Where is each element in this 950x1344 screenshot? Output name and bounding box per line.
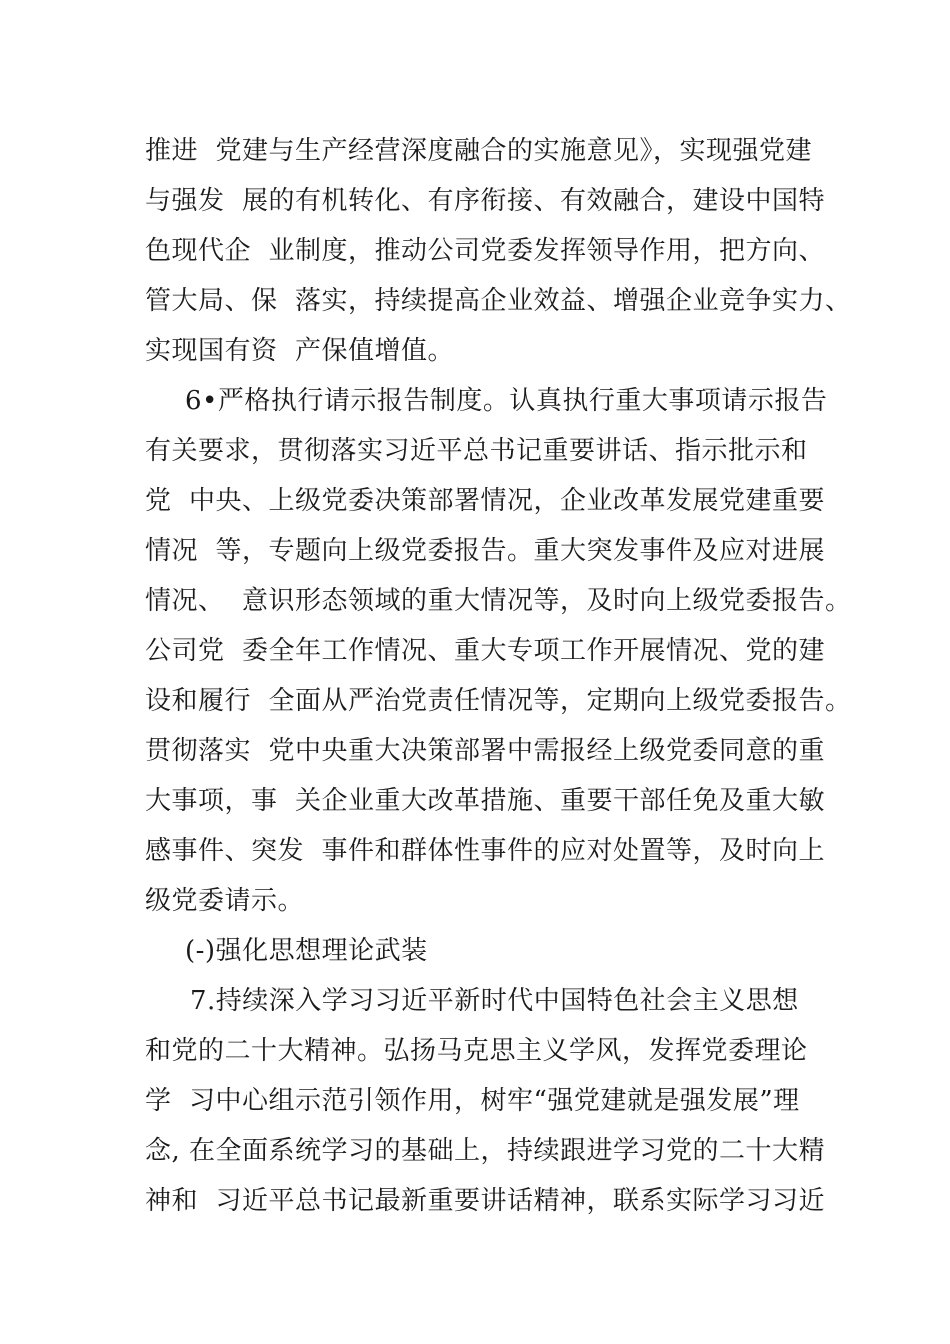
section-heading: (-)强化思想理论武装 — [185, 936, 428, 966]
item-6-heading-line: 6•严格执行请示报告制度。认真执行重大事项请示报告 — [185, 386, 828, 416]
paragraph-line: 级党委请示。 — [145, 886, 305, 916]
paragraph-line: 贯彻落实 党中央重大决策部署中需报经上级党委同意的重 — [145, 736, 826, 766]
paragraph-line: 念, 在全面系统学习的基础上，持续跟进学习党的二十大精 — [145, 1136, 826, 1166]
paragraph-line: 实现国有资 产保值增值。 — [145, 336, 455, 366]
paragraph-line: 推进 党建与生产经营深度融合的实施意见》，实现强党建 — [145, 136, 813, 166]
paragraph-line: 情况 等，专题向上级党委报告。重大突发事件及应对进展 — [145, 536, 826, 566]
paragraph-line: 大事项，事 关企业重大改革措施、重要干部任免及重大敏 — [145, 786, 826, 816]
paragraph-line: 和党的二十大精神。弘扬马克思主义学风，发挥党委理论 — [145, 1036, 808, 1066]
paragraph-line: 管大局、保 落实，持续提高企业效益、增强企业竞争实力、 — [145, 286, 852, 316]
paragraph-line: 神和 习近平总书记最新重要讲话精神，联系实际学习习近 — [145, 1186, 826, 1216]
paragraph-line: 色现代企 业制度，推动公司党委发挥领导作用，把方向、 — [145, 236, 826, 266]
paragraph-line: 与强发 展的有机转化、有序衔接、有效融合，建设中国特 — [145, 186, 826, 216]
paragraph-line: 公司党 委全年工作情况、重大专项工作开展情况、党的建 — [145, 636, 826, 666]
paragraph-line: 情况、 意识形态领域的重大情况等，及时向上级党委报告。 — [145, 586, 852, 616]
paragraph-line: 学 习中心组示范引领作用，树牢“强党建就是强发展”理 — [145, 1086, 800, 1116]
paragraph-line: 有关要求，贯彻落实习近平总书记重要讲话、指示批示和 — [145, 436, 808, 466]
paragraph-line: 党 中央、上级党委决策部署情况，企业改革发展党建重要 — [145, 486, 826, 516]
paragraph-line: 感事件、突发 事件和群体性事件的应对处置等，及时向上 — [145, 836, 826, 866]
paragraph-line: 设和履行 全面从严治党责任情况等，定期向上级党委报告。 — [145, 686, 852, 716]
item-7-heading-line: 7.持续深入学习习近平新时代中国特色社会主义思想 — [190, 986, 799, 1016]
